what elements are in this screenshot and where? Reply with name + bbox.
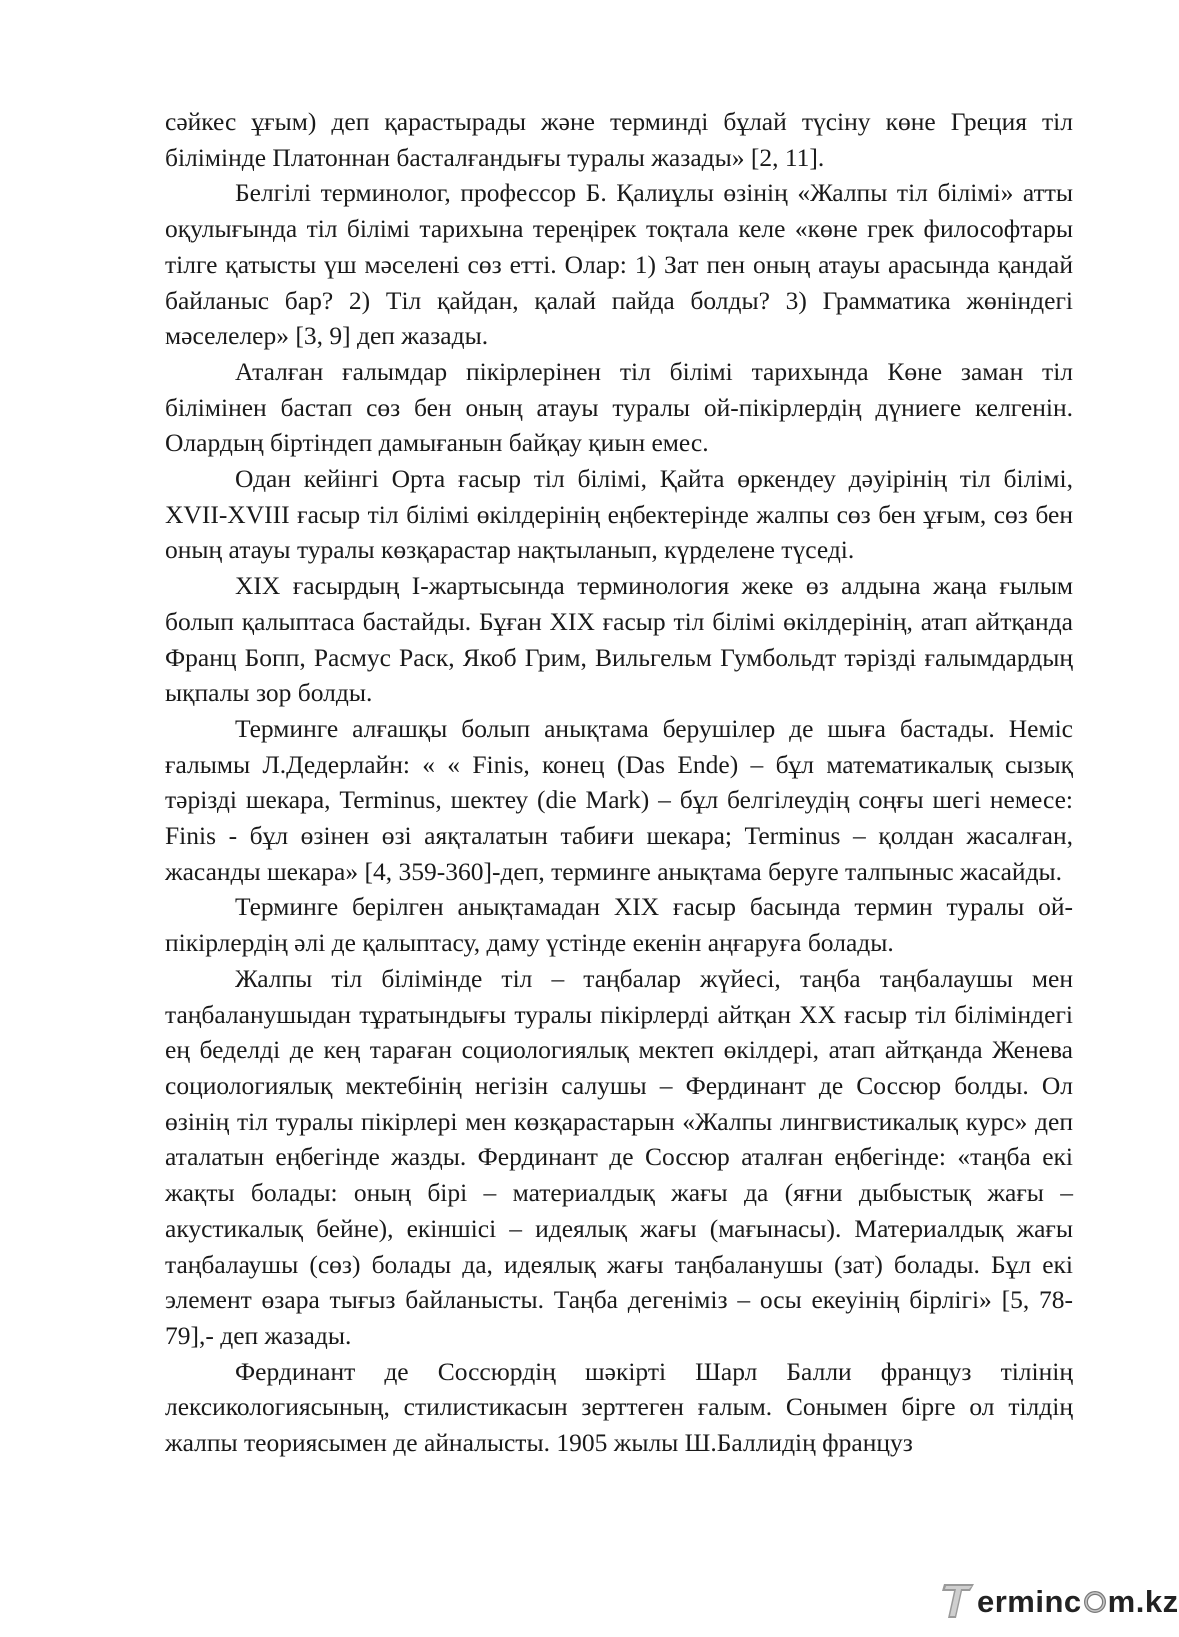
paragraph-4: Одан кейінгі Орта ғасыр тіл білімі, Қайта өркендеу дәуірінің тіл білімі, XVII-XVIII ғасыр тіл білімі өкілдерінің еңбектерінде жалпы сөз бен ұғым, сөз бен оның атауы туралы көзқарастар нақтыланып, күрделене түседі. [165,464,1073,565]
paragraph-7: Терминге берілген анықтамадан XIX ғасыр басында термин туралы ой-пікірлердің әлі де қалыптасу, даму үстінде екенін аңғаруға болады. [165,892,1073,958]
paragraph-9: Фердинант де Соссюрдің шәкірті Шарл Балли француз тілінің лексикологиясының, стилистикасын зерттеген ғалым. Сонымен бірге ол тілдің жалпы теориясымен де айналысты. 1905 жылы Ш.Баллидің француз [165,1356,1073,1458]
logo-text-end: m.kz [1107,1584,1179,1619]
paragraph-6: Терминге алғашқы болып анықтама берушілер де шыға бастады. Неміс ғалымы Л.Дедерлайн: « « Finis, конец (Das Ende) – бұл математикалық сызық тәрізді шекара, Terminus, шектеу (die Mark) – бұл белгілеудің соңғы шегі немесе: Finis - бұл өзінен өзі аяқталатын табиғи шекара; Terminus – қолдан жасалған, жасанды шекара» [4, 359-360]-деп, терминге анықтама беруге талпыныс жасайды. [165,713,1073,886]
t-letter-icon [942,1580,976,1620]
paragraph-3: Аталған ғалымдар пікірлерінен тіл білімі тарихында Көне заман тіл білімінен бастап сөз бен оның атауы туралы ой-пікірлердің дүниеге келгенін. Олардың біртіндеп дамығанын байқау қиын емес. [165,356,1073,458]
paragraph-8: Жалпы тіл білімінде тіл – таңбалар жүйесі, таңба таңбалаушы мен таңбаланушыдан тұратындығы туралы пікірлерді айтқан XX ғасыр тіл біліміндегі ең беделді де кең тараған социологиялық мектеп өкілдері, атап айтқанда Женева социологиялық мектебінің негізін салушы – Фердинант де Соссюр болды. Ол өзінің тіл туралы пікірлері мен көзқарастарын «Жалпы лингвистикалық курс» деп аталатын еңбегінде жазды. Фердинант де Соссюр аталған еңбегінде: «таңба екі жақты болады: оның бірі – материалдық жағы да (яғни дыбыстық жағы – акустикалық бейне), екіншісі – идеялық жағы (мағынасы). Материалдық жағы таңбалаушы (сөз) болады да, идеялық жағы таңбаланушы (зат) болады. Бұл екі элемент өзара тығыз байланысты. Таңба дегеніміз – осы екеуінің бірлігі» [5, 78-79],- деп жазады. [165,963,1073,1350]
termincom-logo[interactable] [942,1576,1179,1620]
document-body [165,104,1073,1461]
logo-text-start: erminc [977,1584,1082,1619]
paragraph-1: сәйкес ұғым) деп қарастырады және терминді бұлай түсіну көне Греция тіл білімінде Платоннан басталғандығы туралы жазады» [2, 11]. [165,107,1073,172]
logo-wordmark [977,1584,1179,1620]
paragraph-2: Белгілі терминолог, профессор Б. Қалиұлы өзінің «Жалпы тіл білімі» атты оқулығында тіл білімі тарихына тереңірек тоқтала келе «көне грек философтары тілге қатысты үш мәселені сөз етті. Олар: 1) Зат пен оның атауы арасында қандай байланыс бар? 2) Тіл қайдан, қалай пайда болды? 3) Грамматика жөніндегі мәселелер» [3, 9] деп жазады. [165,178,1073,351]
paragraph-5: XIX ғасырдың I-жартысында терминология жеке өз алдына жаңа ғылым болып қалыптаса бастайды. Бұған XIX ғасыр тіл білімі өкілдерінің, атап айтқанда Франц Бопп, Расмус Раск, Якоб Грим, Вильгельм Гумбольдт тәрізді ғалымдардың ықпалы зор болды. [165,571,1073,708]
ring-icon [1083,1590,1107,1614]
